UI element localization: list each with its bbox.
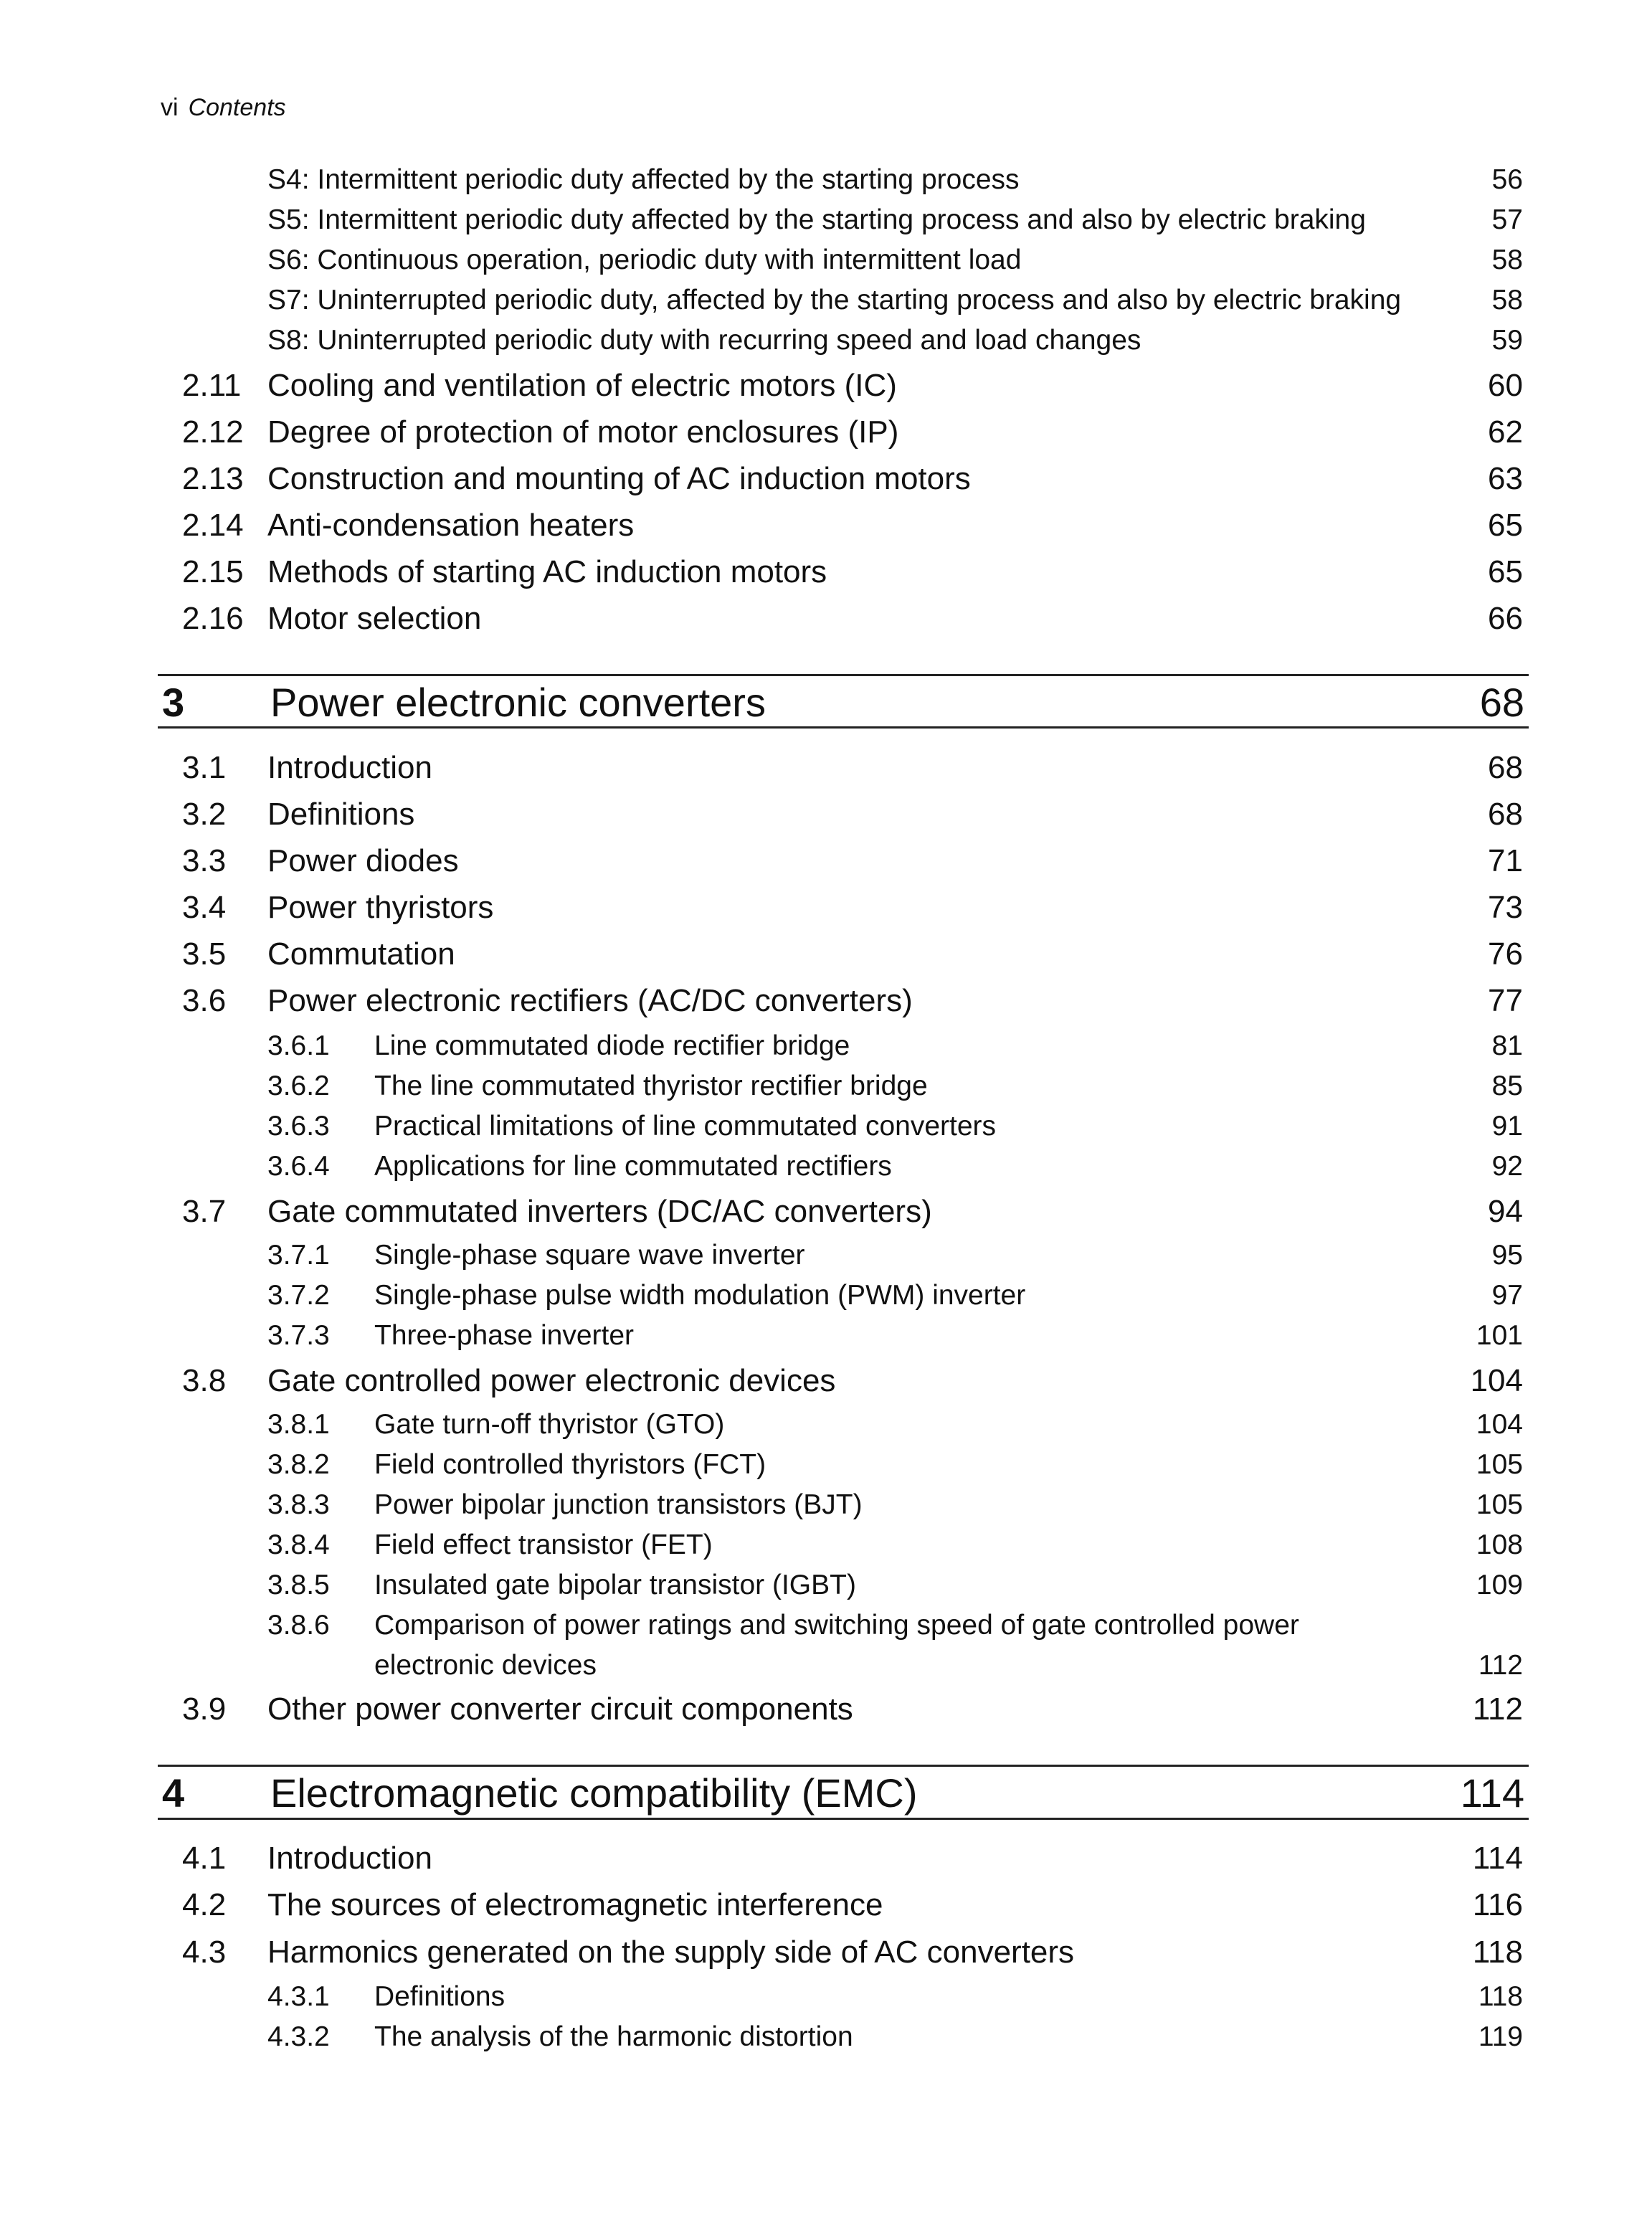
- subsection-number: 3.8.6: [267, 1610, 330, 1641]
- toc-section[interactable]: [0, 1362, 1652, 1400]
- subsection-title: Field controlled thyristors (FCT): [374, 1449, 766, 1480]
- section-page: 104: [1470, 1363, 1523, 1398]
- section-page: 68: [1488, 797, 1523, 832]
- section-page: 60: [1488, 368, 1523, 403]
- toc-chapter-4[interactable]: [0, 1770, 1652, 1816]
- section-title: Anti-condensation heaters: [267, 508, 635, 543]
- section-number: 2.15: [182, 554, 244, 589]
- subsection-page: 101: [1476, 1320, 1523, 1351]
- subsection-number: 4.3.2: [267, 2021, 330, 2052]
- toc-subsection[interactable]: [0, 1980, 1652, 2013]
- toc-section[interactable]: [0, 1691, 1652, 1728]
- section-title: Power diodes: [267, 843, 459, 878]
- toc-entry-page: 58: [1491, 245, 1523, 275]
- chapter-rule-bottom: [158, 1818, 1529, 1820]
- toc-subsection[interactable]: [0, 1030, 1652, 1063]
- toc-subsection[interactable]: [0, 1110, 1652, 1143]
- section-title: Gate controlled power electronic devices: [267, 1363, 836, 1398]
- toc-chapter-3[interactable]: [0, 680, 1652, 726]
- subsection-number: 3.7.3: [267, 1320, 330, 1351]
- section-number: 3.8: [182, 1363, 227, 1398]
- toc-entry-title: S8: Uninterrupted periodic duty with recurring speed and load changes: [267, 325, 1141, 356]
- subsection-number: 3.7.1: [267, 1240, 330, 1271]
- toc-section[interactable]: [0, 843, 1652, 880]
- toc-entry[interactable]: [0, 204, 1652, 237]
- toc-section[interactable]: [0, 1887, 1652, 1924]
- toc-subsection[interactable]: [0, 1239, 1652, 1272]
- toc-entry-title: S4: Intermittent periodic duty affected by the starting process: [267, 164, 1020, 195]
- section-number: 3.1: [182, 750, 227, 785]
- subsection-number: 3.8.3: [267, 1489, 330, 1520]
- toc-subsection[interactable]: [0, 1319, 1652, 1352]
- toc-section[interactable]: [0, 982, 1652, 1020]
- section-number: 3.2: [182, 797, 227, 832]
- toc-subsection[interactable]: [0, 1279, 1652, 1312]
- toc-subsection[interactable]: [0, 1489, 1652, 1522]
- section-number: 2.13: [182, 461, 244, 496]
- toc-entry[interactable]: [0, 163, 1652, 196]
- toc-subsection[interactable]: [0, 1529, 1652, 1562]
- section-number: 3.6: [182, 983, 227, 1018]
- section-page: 77: [1488, 983, 1523, 1018]
- section-number: 2.11: [182, 368, 242, 403]
- section-title: Harmonics generated on the supply side of AC converters: [267, 1935, 1075, 1970]
- section-page: 62: [1488, 414, 1523, 450]
- section-number: 4.3: [182, 1935, 227, 1970]
- subsection-title: Three-phase inverter: [374, 1320, 635, 1351]
- toc-subsection[interactable]: [0, 1150, 1652, 1183]
- subsection-page: 104: [1476, 1409, 1523, 1440]
- toc-subsection[interactable]: [0, 2021, 1652, 2054]
- subsection-number: 3.6.4: [267, 1151, 330, 1182]
- section-page: 116: [1472, 1887, 1523, 1922]
- subsection-page: 95: [1491, 1240, 1523, 1271]
- subsection-title-continuation: electronic devices: [374, 1650, 597, 1681]
- section-page: 65: [1488, 508, 1523, 543]
- chapter-rule-bottom: [158, 726, 1529, 729]
- subsection-number: 3.8.1: [267, 1409, 330, 1440]
- toc-section[interactable]: [0, 367, 1652, 404]
- running-header: [161, 93, 286, 122]
- subsection-page: 109: [1476, 1570, 1523, 1600]
- chapter-number: 4: [162, 1770, 185, 1816]
- section-number: 3.4: [182, 890, 227, 925]
- subsection-page: 112: [1478, 1650, 1523, 1681]
- section-number: 4.2: [182, 1887, 227, 1922]
- subsection-page: 119: [1478, 2021, 1523, 2052]
- toc-section[interactable]: [0, 1193, 1652, 1230]
- section-title: Gate commutated inverters (DC/AC converters): [267, 1194, 932, 1229]
- subsection-title: Single-phase square wave inverter: [374, 1240, 805, 1271]
- section-page: 65: [1488, 554, 1523, 589]
- section-page: 66: [1488, 601, 1523, 636]
- chapter-title: Electromagnetic compatibility (EMC): [270, 1770, 918, 1816]
- section-title: Methods of starting AC induction motors: [267, 554, 827, 589]
- toc-section[interactable]: [0, 414, 1652, 451]
- subsection-title: Practical limitations of line commutated converters: [374, 1111, 997, 1142]
- section-page: 73: [1488, 890, 1523, 925]
- section-page: 118: [1472, 1935, 1523, 1970]
- chapter-page: 114: [1460, 1770, 1524, 1816]
- toc-subsection[interactable]: [0, 1070, 1652, 1103]
- chapter-rule-top: [158, 1765, 1529, 1767]
- subsection-page: 91: [1491, 1111, 1523, 1142]
- section-number: 3.3: [182, 843, 227, 878]
- subsection-number: 3.7.2: [267, 1280, 330, 1311]
- toc-section[interactable]: [0, 600, 1652, 637]
- section-page: 94: [1488, 1194, 1523, 1229]
- section-page: 63: [1488, 461, 1523, 496]
- toc-subsection-continuation[interactable]: [0, 1649, 1652, 1682]
- subsection-number: 3.8.5: [267, 1570, 330, 1600]
- section-page: 71: [1488, 843, 1523, 878]
- subsection-number: 3.6.2: [267, 1071, 330, 1101]
- section-number: 2.14: [182, 508, 244, 543]
- toc-entry[interactable]: [0, 324, 1652, 357]
- subsection-title: Field effect transistor (FET): [374, 1529, 713, 1560]
- subsection-title: Insulated gate bipolar transistor (IGBT): [374, 1570, 856, 1600]
- chapter-number: 3: [162, 680, 185, 725]
- toc-entry-page: 56: [1491, 164, 1523, 195]
- toc-section[interactable]: [0, 796, 1652, 833]
- section-page: 112: [1472, 1691, 1523, 1727]
- section-number: 4.1: [182, 1841, 227, 1876]
- toc-entry[interactable]: [0, 284, 1652, 317]
- toc-section[interactable]: [0, 889, 1652, 926]
- section-title: Construction and mounting of AC induction motors: [267, 461, 971, 496]
- toc-section[interactable]: [0, 1840, 1652, 1877]
- toc-section[interactable]: [0, 936, 1652, 973]
- chapter-page: 68: [1479, 680, 1524, 725]
- subsection-title: The analysis of the harmonic distortion: [374, 2021, 853, 2052]
- subsection-page: 105: [1476, 1449, 1523, 1480]
- section-title: Commutation: [267, 936, 455, 972]
- section-title: Introduction: [267, 1841, 432, 1876]
- toc-subsection[interactable]: [0, 1448, 1652, 1481]
- section-page: 68: [1488, 750, 1523, 785]
- subsection-number: 3.8.2: [267, 1449, 330, 1480]
- chapter-title: Power electronic converters: [270, 680, 766, 725]
- section-number: 2.12: [182, 414, 244, 450]
- toc-subsection[interactable]: [0, 1408, 1652, 1441]
- subsection-title: Single-phase pulse width modulation (PWM) inverter: [374, 1280, 1026, 1311]
- toc-entry-title: S7: Uninterrupted periodic duty, affected by the starting process and also by electric braking: [267, 285, 1402, 315]
- section-title: Definitions: [267, 797, 415, 832]
- section-number: 3.7: [182, 1194, 227, 1229]
- subsection-number: 4.3.1: [267, 1981, 330, 2012]
- subsection-number: 3.8.4: [267, 1529, 330, 1560]
- chapter-rule-top: [158, 674, 1529, 676]
- toc-section[interactable]: [0, 1934, 1652, 1971]
- toc-entry-title: S5: Intermittent periodic duty affected by the starting process and also by electric braking: [267, 204, 1366, 235]
- toc-entry-page: 59: [1491, 325, 1523, 356]
- section-title: Introduction: [267, 750, 432, 785]
- subsection-number: 3.6.3: [267, 1111, 330, 1142]
- toc-entry[interactable]: [0, 244, 1652, 277]
- subsection-page: 105: [1476, 1489, 1523, 1520]
- section-number: 3.9: [182, 1691, 227, 1727]
- toc-section[interactable]: [0, 554, 1652, 591]
- section-number: 3.5: [182, 936, 227, 972]
- toc-entry-page: 58: [1491, 285, 1523, 315]
- section-number: 2.16: [182, 601, 244, 636]
- toc-entry-title: S6: Continuous operation, periodic duty with intermittent load: [267, 245, 1022, 275]
- toc-section[interactable]: [0, 460, 1652, 498]
- subsection-page: 92: [1491, 1151, 1523, 1182]
- section-title: Motor selection: [267, 601, 482, 636]
- subsection-title: Comparison of power ratings and switching speed of gate controlled power: [374, 1610, 1299, 1641]
- subsection-title: Definitions: [374, 1981, 505, 2012]
- running-title: Contents: [188, 94, 286, 121]
- subsection-title: The line commutated thyristor rectifier bridge: [374, 1071, 928, 1101]
- section-title: Power thyristors: [267, 890, 494, 925]
- toc-entry-page: 57: [1491, 204, 1523, 235]
- subsection-page: 97: [1491, 1280, 1523, 1311]
- subsection-number: 3.6.1: [267, 1030, 330, 1061]
- subsection-title: Power bipolar junction transistors (BJT): [374, 1489, 863, 1520]
- toc-subsection[interactable]: [0, 1569, 1652, 1602]
- toc-section[interactable]: [0, 749, 1652, 787]
- section-title: The sources of electromagnetic interference: [267, 1887, 883, 1922]
- section-title: Cooling and ventilation of electric motors (IC): [267, 368, 897, 403]
- toc-section[interactable]: [0, 507, 1652, 544]
- toc-subsection[interactable]: [0, 1609, 1652, 1642]
- subsection-page: 108: [1476, 1529, 1523, 1560]
- subsection-page: 81: [1491, 1030, 1523, 1061]
- subsection-page: 118: [1478, 1981, 1523, 2012]
- section-title: Degree of protection of motor enclosures (IP): [267, 414, 899, 450]
- subsection-title: Applications for line commutated rectifiers: [374, 1151, 892, 1182]
- page-folio: vi: [161, 94, 179, 121]
- subsection-title: Line commutated diode rectifier bridge: [374, 1030, 850, 1061]
- subsection-title: Gate turn-off thyristor (GTO): [374, 1409, 725, 1440]
- section-page: 76: [1488, 936, 1523, 972]
- subsection-page: 85: [1491, 1071, 1523, 1101]
- section-page: 114: [1472, 1841, 1523, 1876]
- section-title: Other power converter circuit components: [267, 1691, 853, 1727]
- section-title: Power electronic rectifiers (AC/DC converters): [267, 983, 913, 1018]
